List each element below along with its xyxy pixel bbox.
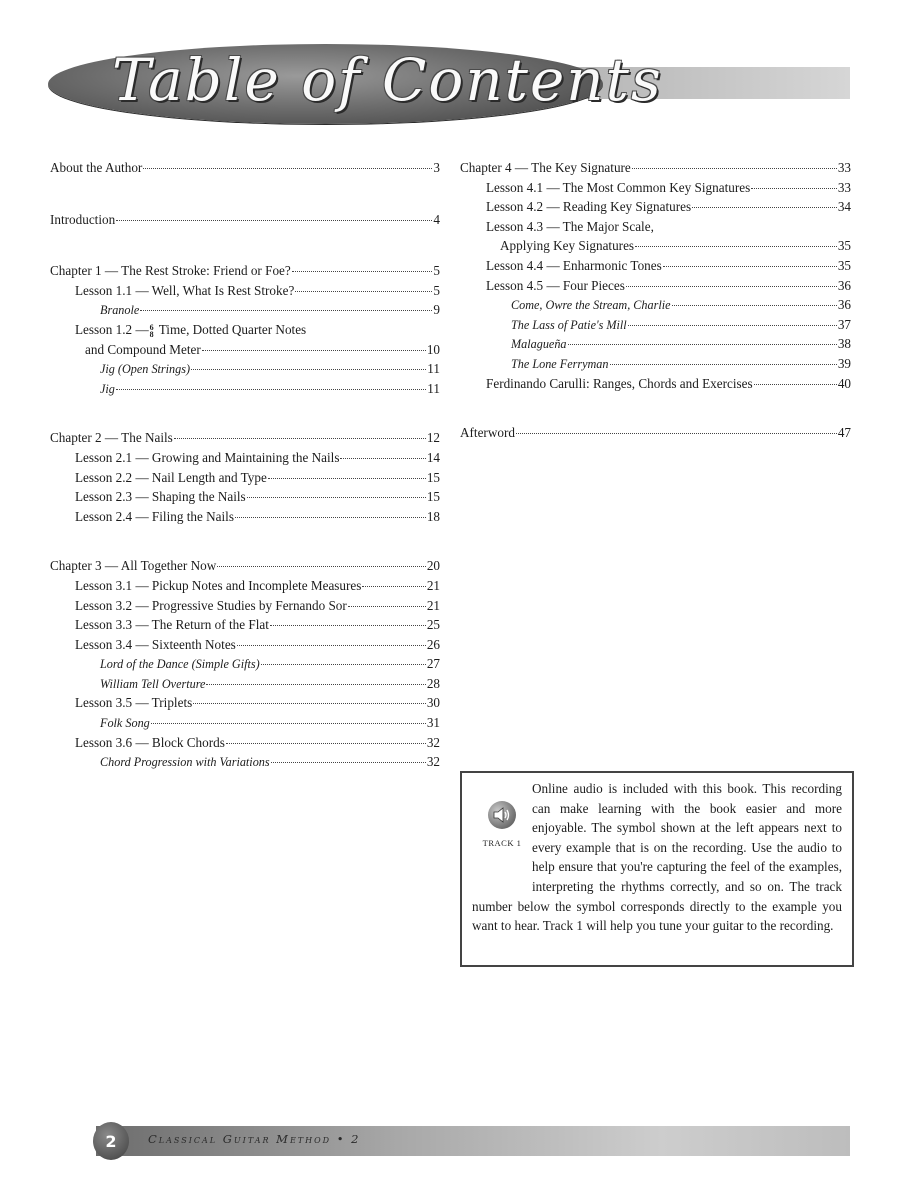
toc-entry: About the Author 3 [50, 160, 440, 175]
toc-lesson: Lesson 1.2 — 6 8 Time, Dotted Quarter Notes [75, 321, 307, 339]
toc-entry: Afterword 47 [460, 425, 851, 441]
toc-lesson: Lesson 4.4 — Enharmonic Tones 35 [486, 257, 851, 273]
toc-lesson: Lesson 3.3 — The Return of the Flat 25 [75, 617, 440, 633]
toc-lesson: Lesson 4.3 — The Major Scale, [486, 218, 654, 234]
toc-lesson-cont: Applying Key Signatures 35 [500, 238, 851, 254]
toc-piece: Jig 11 [100, 380, 440, 396]
toc-piece: Chord Progression with Variations 32 [100, 754, 440, 770]
track-label: TRACK 1 [482, 838, 522, 848]
toc-right-column [460, 158, 851, 443]
track-marker [472, 779, 532, 883]
running-title: Classical Guitar Method • 2 [148, 1132, 361, 1146]
toc-piece: Come, Owre the Stream, Charlie 36 [511, 297, 851, 313]
toc-piece: Malagueña 38 [511, 336, 851, 352]
toc-chapter: Chapter 2 — The Nails 12 [50, 430, 440, 446]
page-number: 2 [93, 1122, 129, 1160]
toc-piece: William Tell Overture 28 [100, 675, 440, 691]
toc-piece: Lord of the Dance (Simple Gifts) 27 [100, 656, 440, 672]
toc-lesson: Lesson 3.6 — Block Chords 32 [75, 734, 440, 750]
toc-lesson: Ferdinando Carulli: Ranges, Chords and Exercises 40 [486, 375, 851, 391]
toc-lesson-cont: and Compound Meter 10 [85, 341, 440, 357]
toc-left-column [50, 158, 440, 772]
audio-description: Online audio is included with this book. This recording can make learning with the book easier and more enjoyable. The symbol shown at the left appears next to every example that is on the recording. Use the audio to help ensure that you're capturing the feel of the examples, interpreting the rhythms correctly, and so on. The track number below the symbol corresponds directly to the example you want to hear. Track 1 will help you tune your guitar to the recording. [472, 781, 842, 934]
toc-lesson: Lesson 3.2 — Progressive Studies by Fernando Sor 21 [75, 597, 440, 613]
toc-lesson: Lesson 4.1 — The Most Common Key Signatures 33 [486, 179, 851, 195]
toc-piece: Folk Song 31 [100, 715, 440, 731]
toc-lesson: Lesson 2.1 — Growing and Maintaining the Nails 14 [75, 449, 440, 465]
toc-lesson: Lesson 1.1 — Well, What Is Rest Stroke? 5 [75, 282, 440, 298]
toc-lesson: Lesson 2.3 — Shaping the Nails 15 [75, 489, 440, 505]
toc-chapter: Chapter 1 — The Rest Stroke: Friend or Foe? 5 [50, 263, 440, 279]
header-banner [0, 0, 900, 140]
toc-lesson: Lesson 2.2 — Nail Length and Type 15 [75, 469, 440, 485]
toc-lesson: Lesson 2.4 — Filing the Nails 18 [75, 508, 440, 524]
time-signature-6-8: 6 8 [149, 322, 154, 339]
toc-lesson: Lesson 3.1 — Pickup Notes and Incomplete Measures 21 [75, 577, 440, 593]
page-title: Table of Contents [112, 46, 663, 114]
audio-info-box [460, 771, 854, 967]
toc-piece: Branole 9 [100, 302, 440, 318]
toc-chapter: Chapter 4 — The Key Signature 33 [460, 160, 851, 175]
toc-chapter: Chapter 3 — All Together Now 20 [50, 558, 440, 574]
toc-entry: Introduction 4 [50, 211, 440, 227]
speaker-icon [488, 801, 516, 829]
toc-lesson: Lesson 3.4 — Sixteenth Notes 26 [75, 636, 440, 652]
toc-lesson: Lesson 4.2 — Reading Key Signatures 34 [486, 199, 851, 215]
toc-lesson: Lesson 3.5 — Triplets 30 [75, 695, 440, 711]
toc-piece: The Lass of Patie's Mill 37 [511, 316, 851, 332]
toc-piece: Jig (Open Strings) 11 [100, 361, 440, 377]
toc-piece: The Lone Ferryman 39 [511, 355, 851, 371]
toc-lesson: Lesson 4.5 — Four Pieces 36 [486, 277, 851, 293]
